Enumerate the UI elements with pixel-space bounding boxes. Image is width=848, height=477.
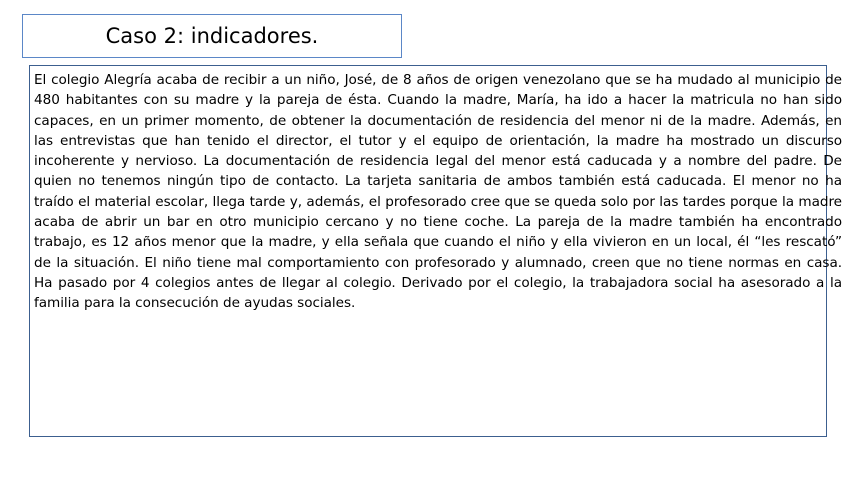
slide-title: Caso 2: indicadores. [105, 24, 319, 48]
case-description: El colegio Alegría acaba de recibir a un niño, José, de 8 años de origen venezolano que se ha mudado al municipio de 480 habitantes con su madre y la pareja de ésta. Cuando la madre, María, ha ido a hacer la matricula no han sido capaces, en un primer momento, de obtener la documentación de residencia del menor ni de la madre. Además, en las entrevistas que han tenido el director, el tutor y el equipo de orientación, la madre ha mostrado un discurso incoherente y nervioso. La documentación de residencia legal del menor está caducada y a nombre del padre. De quien no tenemos ningún tipo de contacto. La tarjeta sanitaria de ambos también está caducada. El menor no ha traído el material escolar, llega tarde y, además, el profesorado cree que se queda solo por las tardes porque la madre acaba de abrir un bar en otro municipio cercano y no tiene coche. La pareja de la madre también ha encontrado trabajo, es 12 años menor que la madre, y ella señala que cuando el niño y ella vivieron en un local, él “les rescató” de la situación. El niño tiene mal comportamiento con profesorado y alumnado, creen que no tiene normas en casa. Ha pasado por 4 colegios antes de llegar al colegio. Derivado por el colegio, la trabajadora social ha asesorado a la familia para la consecución de ayudas sociales. [34, 72, 842, 312]
body-text-box [29, 65, 842, 437]
title-box [22, 14, 402, 58]
